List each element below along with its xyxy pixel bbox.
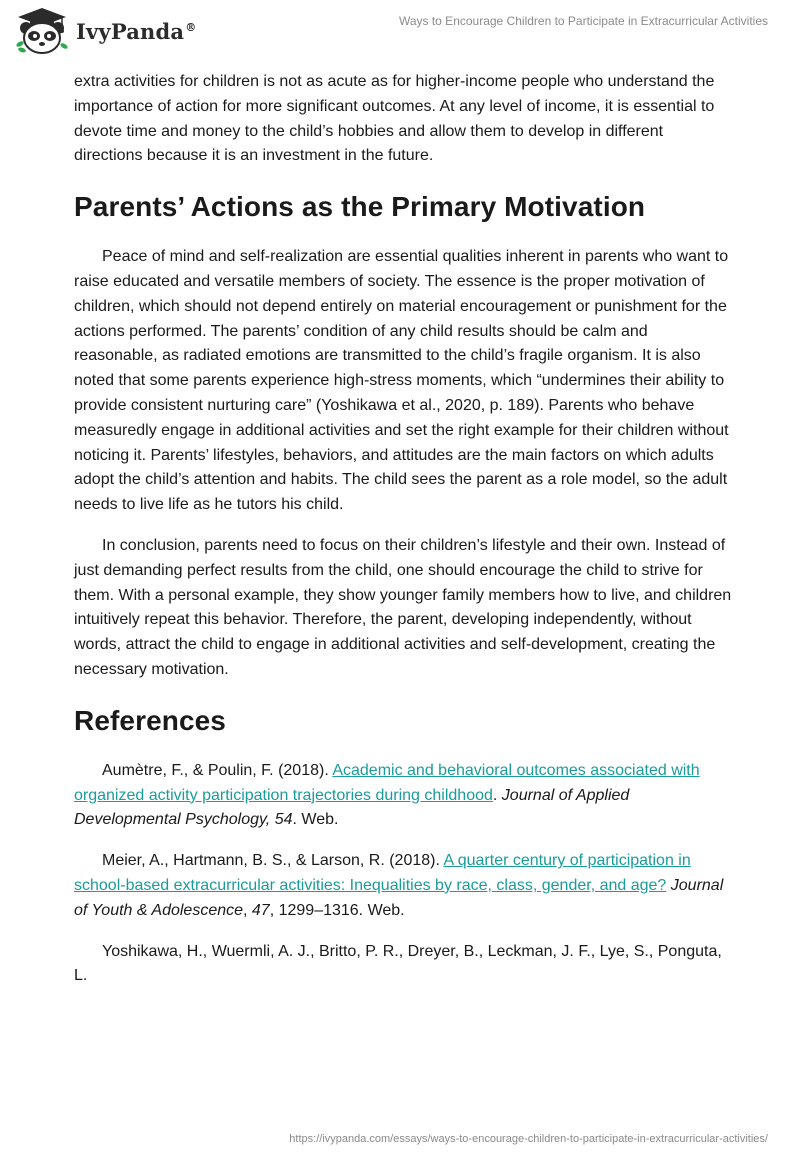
references-heading: References (74, 704, 226, 736)
reference-link[interactable]: A quarter century of participation in school-based extracurricular activities: Inequalities by race, class, gender, and age? (74, 852, 691, 894)
reference-item: Aumètre, F., & Poulin, F. (2018). Academic and behavioral outcomes associated with organized activity participation trajectories during childhood. Journal of Applied Developmental Psychology, 54. Web. (74, 761, 700, 829)
section-heading: Parents’ Actions as the Primary Motivation (74, 191, 646, 223)
reference-item: Meier, A., Hartmann, B. S., & Larson, R. (2018). A quarter century of participation in school-based extracurricular activities: Inequalities by race, class, gender, and age? Journal of Youth & Adolescence, 47, 1299–1316. Web. (74, 852, 724, 919)
footer-url: https://ivypanda.com/essays/ways-to-encourage-children-to-participate-in-extracurricular-activities/ (289, 1133, 768, 1145)
logo-wordmark: IvyPanda® (76, 18, 197, 44)
document-title: Ways to Encourage Children to Participate in Extracurricular Activities (398, 14, 768, 28)
section-paragraph: Peace of mind and self-realization are essential qualities inherent in parents who want to raise educated and versatile members of society. The essence is the proper motivation of children, which should not depend entirely on material encouragement or punishment for the actions performed. The parents’ condition of any child results should be calm and reasonable, as radiated emotions are transmitted to the child’s fragile organism. It is also noted that some parents experience high-stress moments, which “undermines their ability to provide consistent nurturing care” (Yoshikawa et al., 2020, p. 189). Parents who behave measuredly engage in additional activities and set the right example for their children without noticing it. Parents’ lifestyles, behaviors, and attitudes are the main factors on which adults adopt the child’s attention and habits. The child sees the parent as a role model, so the adult needs to live life as he tutors his child. (74, 248, 729, 514)
panda-logo-icon (14, 6, 70, 56)
conclusion-paragraph: In conclusion, parents need to focus on their children’s lifestyle and their own. Instead of just demanding perfect results from the child, one should encourage the child to strive for them. With a personal example, they show younger family members how to live, and children intuitively repeat this behavior. Therefore, the parent, developing independently, without words, attract the child to engage in additional activities and self-development, creating the necessary motivation. (74, 536, 732, 678)
page-header (0, 0, 800, 64)
reference-link[interactable]: Academic and behavioral outcomes associated with organized activity participation trajectories during childhood (74, 761, 700, 804)
reference-item: Yoshikawa, H., Wuermli, A. J., Britto, P. R., Dreyer, B., Leckman, J. F., Lye, S., Ponguta, L. (74, 942, 722, 985)
intro-paragraph: extra activities for children is not as acute as for higher-income people who understand the importance of action for more significant outcomes. At any level of income, it is essential to devote time and money to the child’s hobbies and allow them to develop in different directions because it is an investment in the future. (74, 73, 715, 165)
ivypanda-logo[interactable] (14, 6, 196, 56)
essay-content (74, 70, 734, 1005)
